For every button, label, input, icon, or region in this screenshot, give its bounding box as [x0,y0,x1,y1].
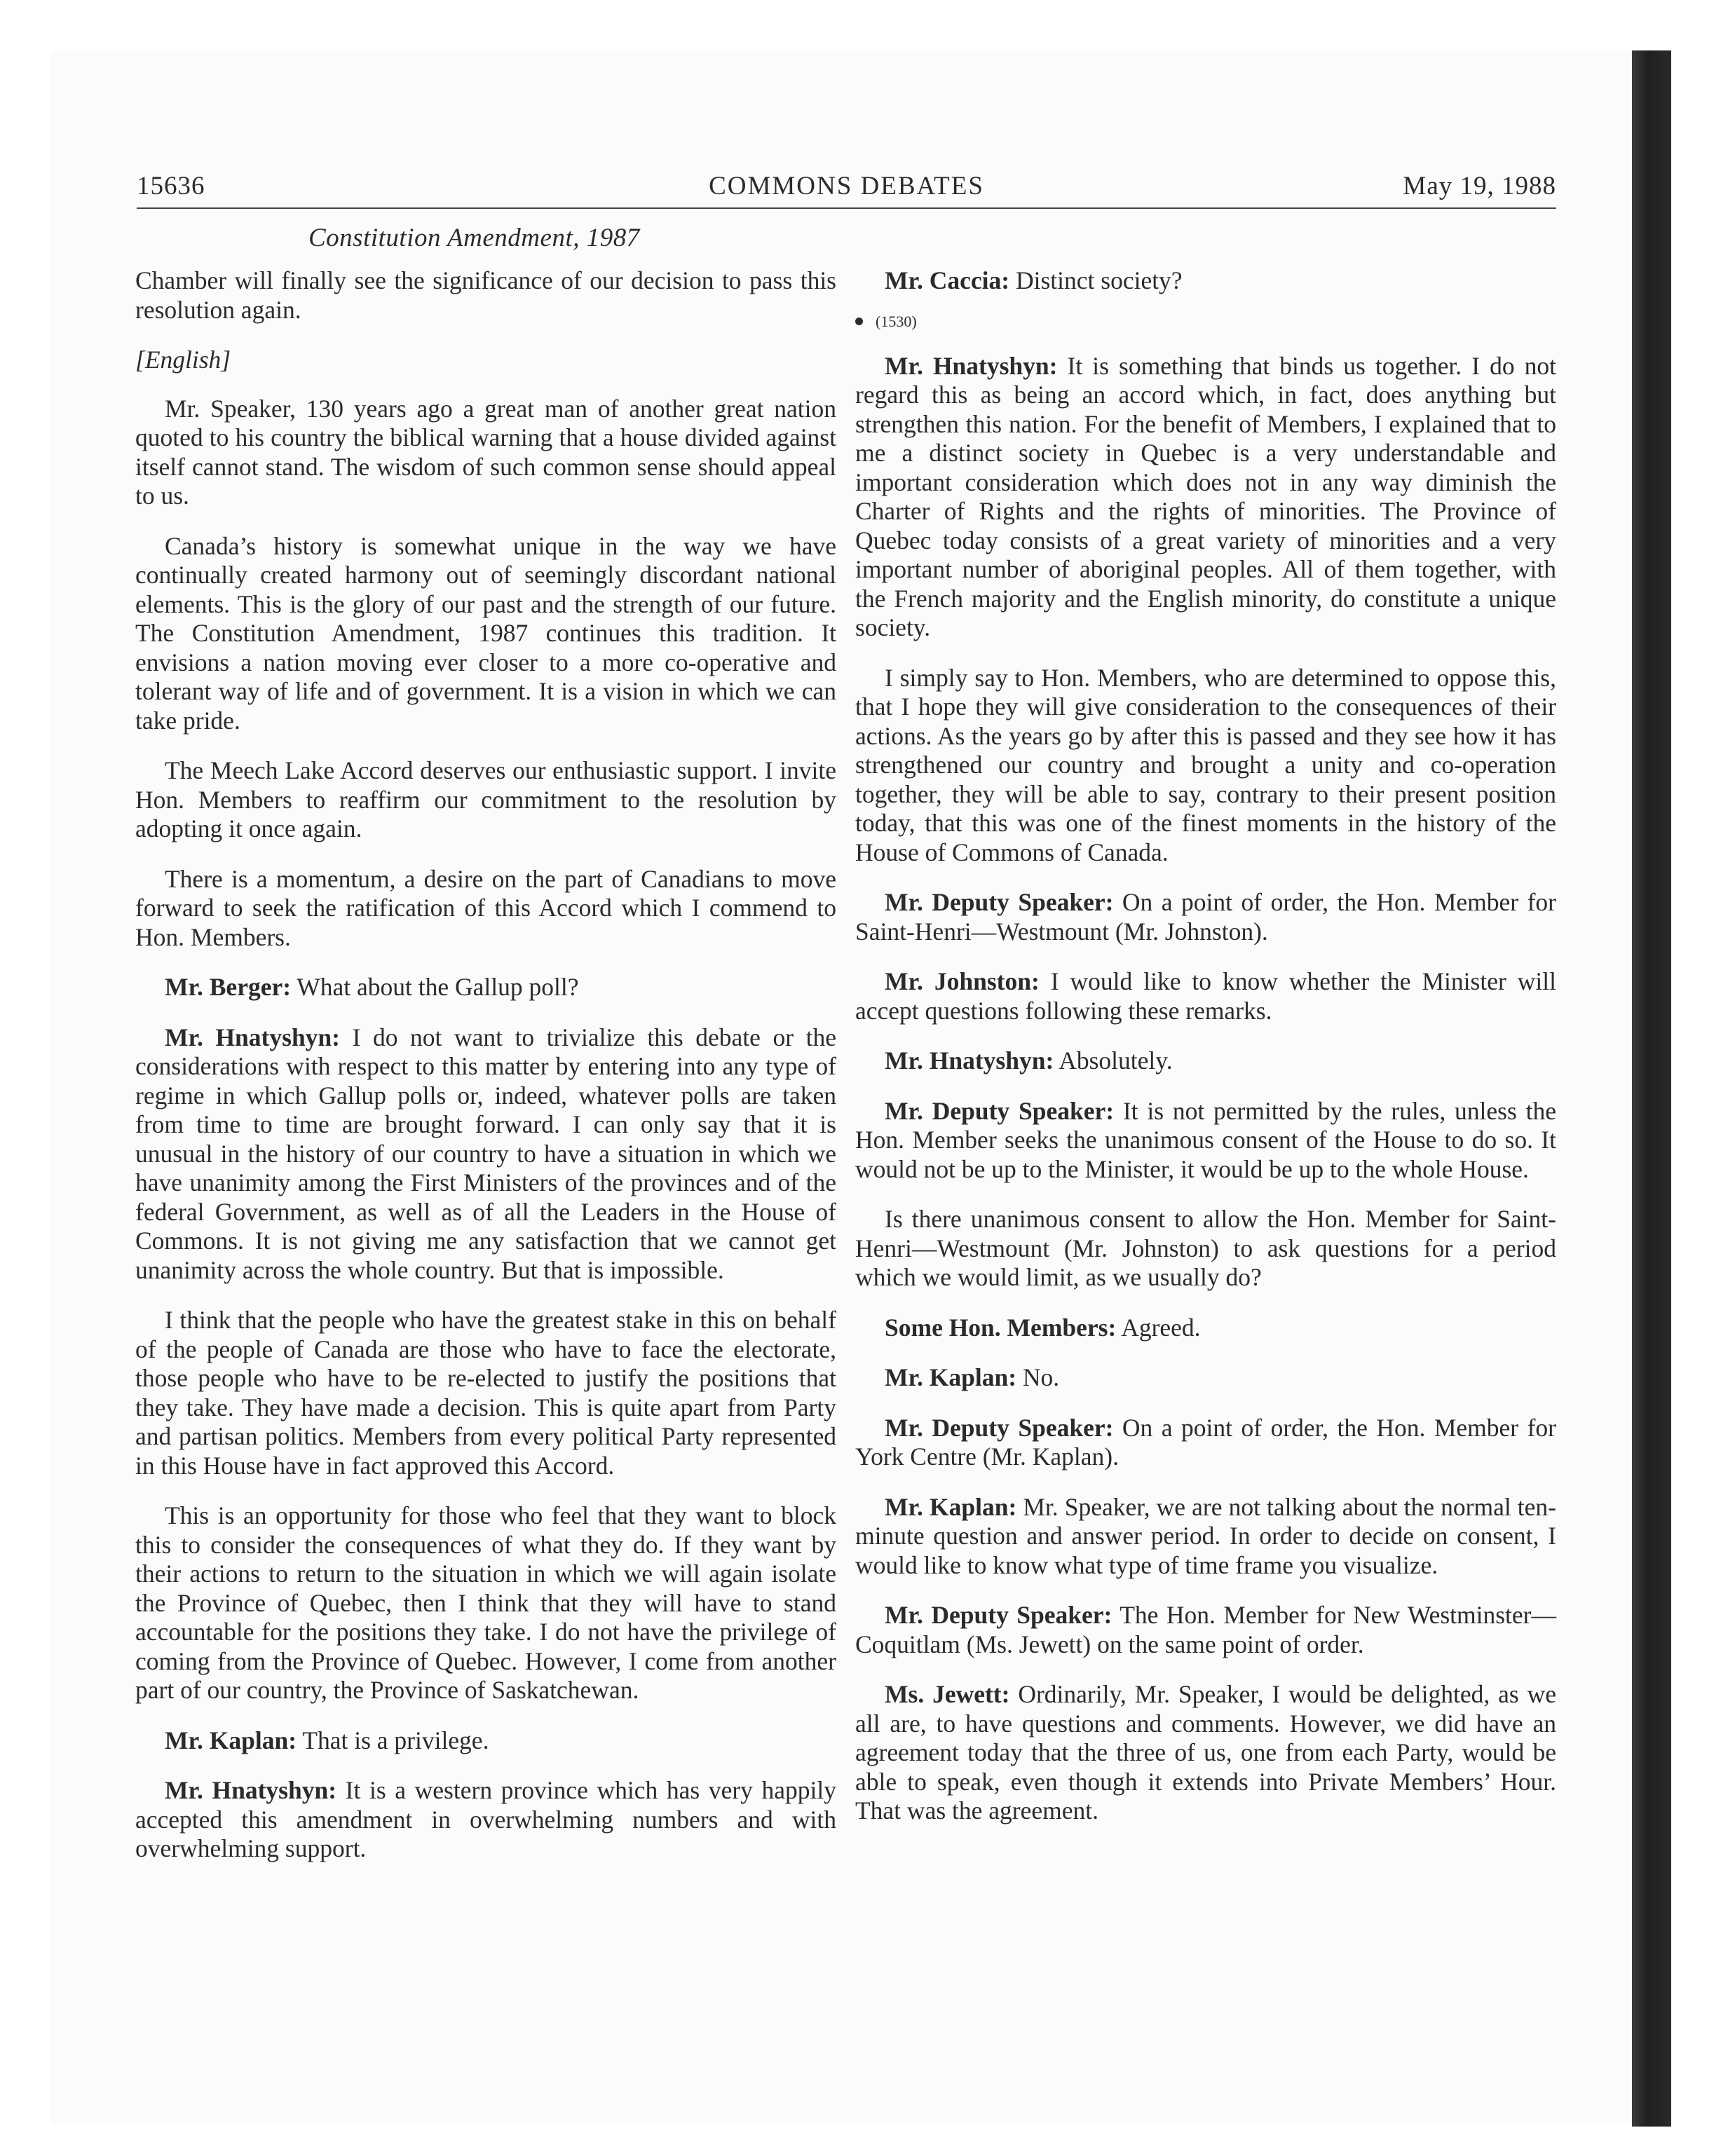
header-rule [137,207,1556,209]
speech-text: I do not want to trivialize this debate or the considerations with respect to this matter by entering into any type of regime in which Gallup polls or, indeed, whatever polls are taken from time to time are brought forward. I can only say that it is unusual in the history of our country to have a situation in which we have unanimity among the First Ministers of the provinces and of the federal Government, as well as of all the Leaders in the House of Commons. It is not giving me any satisfaction that we cannot get unanimity across the whole country. But that is impossible. [135,1023,836,1284]
paragraph-text: There is a momentum, a desire on the part of Canadians to move forward to seek the ratification of this Accord which I commend to Hon. Members. [135,864,836,951]
speaker-name: Mr. Hnatyshyn: [885,351,1058,380]
speech [855,266,1556,296]
paragraph-text: The Meech Lake Accord deserves our enthusiastic support. I invite Hon. Members to reaffirm our commitment to the resolution by adopting it once again. [135,756,836,842]
paragraph-text: I think that the people who have the greatest stake in this on behalf of the people of Canada are those who have to face the electorate, those people who have to be re-elected to justify the positions that they take. They have made a decision. This is quite apart from Party and partisan politics. Members from every political Party represented in this House have in fact approved this Accord. [135,1306,836,1480]
speech-text: Ordinarily, Mr. Speaker, I would be delighted, as we all are, to have questions and comments. However, we did have an agreement today that the three of us, one from each Party, would be able to speak, even though it extends into Private Members’ Hour. That was the agreement. [855,1680,1556,1824]
speech-text: I would like to know whether the Minister will accept questions following these remarks. [855,967,1556,1025]
speaker-name: Mr. Deputy Speaker: [885,1601,1113,1629]
paragraph [855,664,1556,868]
language-tag [135,346,836,375]
paragraph-text: Canada’s history is somewhat unique in the way we have continually created harmony out of seemingly discordant national elements. This is the glory of our past and the strength of our future. The Constitution Amendment, 1987 continues this tradition. It envisions a nation moving ever closer to a more co-operative and tolerant way of life and of government. It is a vision in which we can take pride. [135,531,836,735]
speaker-name: Ms. Jewett: [885,1680,1010,1708]
speech-text: Agreed. [1116,1313,1201,1342]
speaker-name: Mr. Johnston: [885,967,1040,995]
speech [855,1601,1556,1659]
scan-margin-right [1671,0,1735,2156]
bullet-icon [855,318,863,325]
speech [135,1776,836,1864]
page-number: 15636 [137,172,205,200]
left-column [135,266,836,1885]
speaker-name: Some Hon. Members: [885,1313,1117,1342]
speech-text: No. [1016,1363,1060,1391]
speaker-name: Mr. Caccia: [885,266,1010,294]
speaker-name: Mr. Kaplan: [165,1726,297,1754]
speech-text: Distinct society? [1009,266,1183,294]
speech [135,973,836,1002]
speaker-name: Mr. Kaplan: [885,1492,1017,1521]
paragraph [135,1501,836,1705]
scan-margin-left [0,0,50,2156]
speech [855,1493,1556,1581]
paragraph-text: Chamber will finally see the significance of our decision to pass this resolution again. [135,266,836,324]
paragraph [135,756,836,844]
speech [135,1023,836,1285]
speaker-name: Mr. Deputy Speaker: [885,1413,1114,1442]
speech-text: It is not permitted by the rules, unless the Hon. Member seeks the unanimous consent of the House to do so. It would not be up to the Minister, it would be up to the whole House. [855,1096,1556,1183]
speech [855,1314,1556,1343]
paragraph-text: Is there unanimous consent to allow the Hon. Member for Saint-Henri—Westmount (Mr. Johnston) to ask questions for a period which we would limit, as we usually do? [855,1205,1556,1291]
scan-dark-edge [1632,50,1671,2127]
speech [855,352,1556,643]
paragraph [855,1205,1556,1292]
speech-text: It is a western province which has very happily accepted this amendment in overwhelming numbers and with overwhelming support. [135,1776,837,1862]
paragraph [135,266,836,325]
paragraph-text: Mr. Speaker, 130 years ago a great man of another great nation quoted to his country the biblical warning that a house divided against itself cannot stand. The wisdom of such common sense should appeal to us. [135,394,836,510]
speaker-name: Mr. Deputy Speaker: [885,888,1114,916]
speech [855,1363,1556,1393]
running-title: COMMONS DEBATES [709,172,984,200]
paragraph-text: I simply say to Hon. Members, who are determined to oppose this, that I hope they will give consideration to the consequences of their actions. As the years go by after this is passed and they see how it has strengthened our country and brought a unity and co-operation together, they will be able to say, contrary to their present position today, that this was one of the finest moments in the history of the House of Commons of Canada. [855,663,1556,866]
speech [855,967,1556,1025]
speaker-name: Mr. Kaplan: [885,1363,1017,1391]
speech-text: What about the Gallup poll? [291,973,579,1001]
speech [135,1726,836,1756]
speaker-name: Mr. Hnatyshyn: [165,1776,337,1804]
page-date: May 19, 1988 [1403,172,1556,200]
paragraph [135,1306,836,1480]
speech-text: On a point of order, the Hon. Member for Saint-Henri—Westmount (Mr. Johnston). [855,888,1556,946]
speech-text: Absolutely. [1054,1046,1173,1074]
speech-text: Mr. Speaker, we are not talking about the normal ten-minute question and answer period. In order to decide on consent, I would like to know what type of time frame you visualize. [855,1492,1556,1579]
scan-margin-bottom [0,2124,1735,2156]
paragraph-text: This is an opportunity for those who feel that they want to block this to consider the consequences of what they do. If they want by their actions to return to the situation in which we will again isolate the Province of Quebec, then I think that they will have to stand accountable for the positions they take. I do not have the privilege of coming from the Province of Quebec. However, I come from another part of our country, the Province of Saskatchewan. [135,1501,836,1704]
speech-text: That is a privilege. [297,1726,489,1754]
speech [855,1680,1556,1826]
right-column [855,266,1556,1847]
page-header [137,171,1556,207]
speech [855,1414,1556,1472]
paragraph [135,532,836,736]
speaker-name: Mr. Hnatyshyn: [885,1046,1054,1074]
speech-text: On a point of order, the Hon. Member for York Centre (Mr. Kaplan). [855,1413,1556,1471]
time-marker-text: (1530) [876,312,917,330]
paragraph [135,865,836,953]
time-marker [855,311,1556,332]
speech [855,1046,1556,1076]
section-title: Constitution Amendment, 1987 [308,224,640,252]
speaker-name: Mr. Deputy Speaker: [885,1096,1115,1125]
speaker-name: Mr. Hnatyshyn: [165,1023,340,1051]
speech-text: The Hon. Member for New Westminster—Coquitlam (Ms. Jewett) on the same point of order. [855,1601,1556,1658]
speaker-name: Mr. Berger: [165,973,292,1001]
speech-text: It is something that binds us together. I do not regard this as being an accord which, in fact, does anything but strengthen this nation. For the benefit of Members, I explained that to me a distinct society in Quebec is a very understandable and important consideration which does not in any way diminish the Charter of Rights and the rights of minorities. The Province of Quebec today consists of a great variety of minorities and a very important number of aboriginal peoples. All of them together, with the French majority and the English minority, do constitute a unique society. [855,351,1556,641]
paragraph [135,395,836,511]
language-tag-text: [English] [135,346,231,374]
speech [855,888,1556,946]
scan-margin-top [0,0,1735,50]
speech [855,1097,1556,1185]
